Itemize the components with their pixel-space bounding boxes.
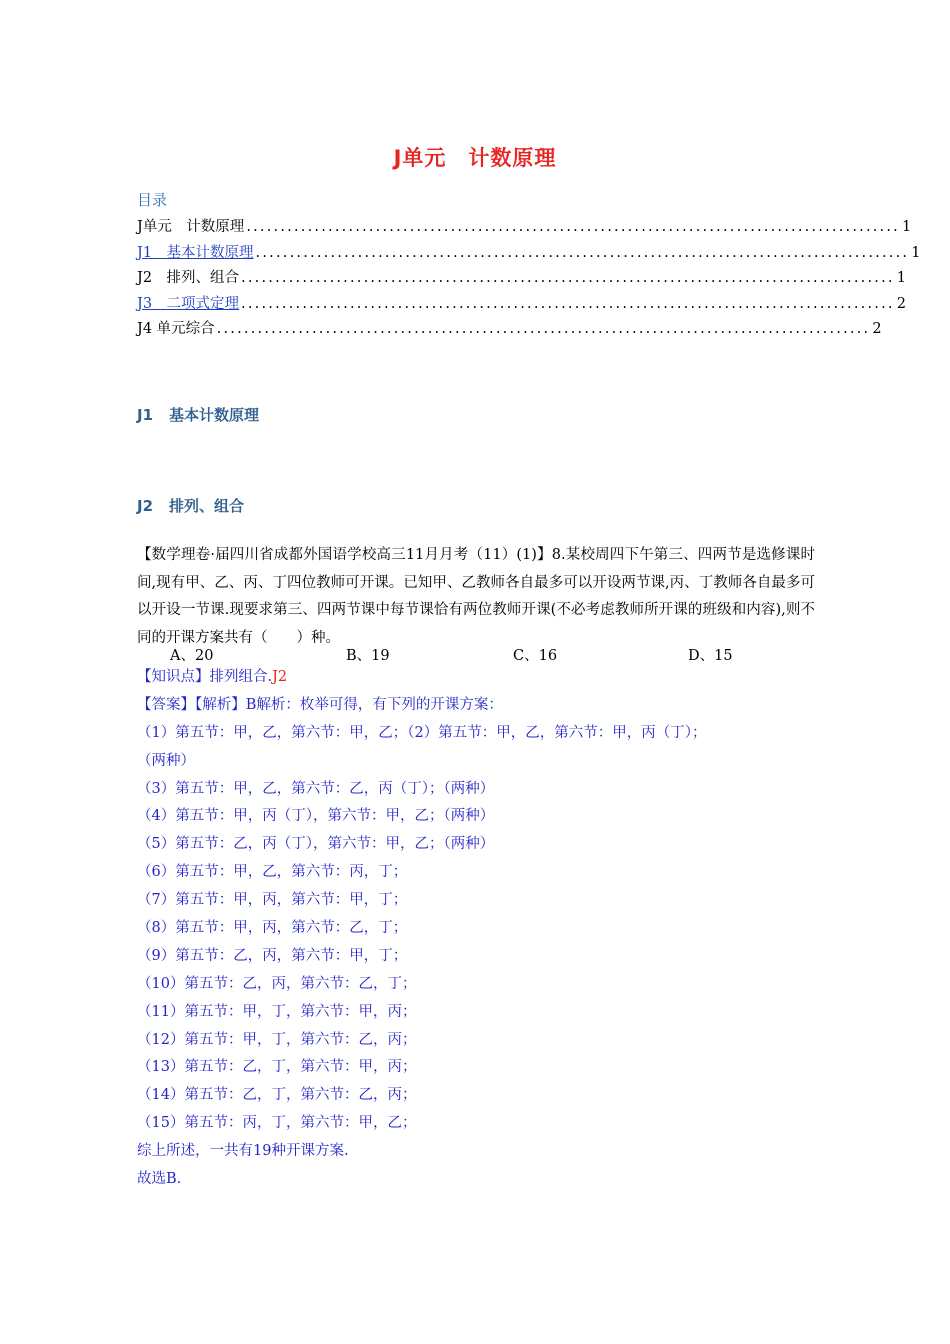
answer-line: （10）第五节：乙，丙，第六节：乙，丁； (137, 975, 417, 992)
toc-leader-dots: ................................................................................................ (216, 321, 871, 337)
answer-line: （两种） (137, 752, 195, 769)
toc-entry-link[interactable]: J3 二项式定理 (137, 295, 240, 312)
knowledge-point (137, 664, 817, 692)
toc-leader-dots: ................................................................................................ (255, 244, 910, 261)
section-code: J2 (137, 497, 154, 515)
answer-line: （1）第五节：甲，乙，第六节：甲，乙；（2）第五节：甲，乙，第六节：甲，丙（丁）； (137, 724, 707, 741)
toc-leader-dots: ................................................................................................ (246, 219, 900, 235)
toc-entry-label: J单元 计数原理 (137, 219, 245, 235)
knowledge-text: 排列组合. (209, 669, 273, 685)
toc-entry-page: 2 (872, 321, 882, 337)
answer-line: （13）第五节：乙，丁，第六节：甲，丙； (137, 1059, 417, 1076)
section-code: J1 (137, 406, 154, 424)
answer-conclusion: 故选B. (137, 1171, 182, 1188)
toc-entry (137, 215, 912, 241)
toc-entry-label: J4 单元综合 (137, 321, 215, 337)
answer-header (137, 692, 817, 720)
answer-line: （11）第五节：甲，丁，第六节：甲，丙； (137, 1003, 417, 1020)
answer-line: （12）第五节：甲，丁，第六节：乙，丙； (137, 1031, 417, 1048)
answer-line: （3）第五节：甲，乙，第六节：乙，丙（丁）；（两种） (137, 780, 495, 797)
page-title: J单元 计数原理 (393, 146, 557, 170)
answer-line: （8）第五节：甲，丙，第六节：乙，丁； (137, 920, 408, 937)
knowledge-tag: 【知识点】 (137, 669, 210, 685)
solution-block (137, 664, 817, 1194)
section-title: 基本计数原理 (169, 406, 260, 424)
toc-entry-page: 1 (911, 244, 921, 261)
table-of-contents (137, 215, 921, 343)
toc-entry (137, 317, 882, 343)
answer-line: （9）第五节：乙，丙，第六节：甲，丁； (137, 947, 408, 964)
answer-line: （5）第五节：乙，丙（丁），第六节：甲，乙；（两种） (137, 836, 495, 853)
toc-entry (137, 292, 906, 318)
toc-leader-dots: ................................................................................................ (241, 270, 895, 286)
option-a: A、20 (170, 648, 214, 664)
answer-intro: B解析：枚举可得，有下列的开课方案： (245, 696, 503, 713)
section-heading-j1 (137, 404, 259, 425)
answer-line: （14）第五节：乙，丁，第六节：乙，丙； (137, 1087, 417, 1104)
answer-line: （4）第五节：甲，丙（丁），第六节：甲，乙；（两种） (137, 808, 495, 825)
section-heading-j2 (137, 495, 244, 516)
toc-entry (137, 266, 906, 292)
toc-entry-page: 1 (896, 270, 906, 286)
toc-heading: 目录 (137, 191, 168, 209)
knowledge-code: J2 (272, 669, 288, 685)
answer-line: （7）第五节：甲，丙，第六节：甲，丁； (137, 892, 408, 909)
toc-leader-dots: ................................................................................................ (241, 295, 895, 312)
section-title: 排列、组合 (169, 497, 245, 515)
option-b: B、19 (346, 648, 390, 664)
toc-entry-label: J2 排列、组合 (137, 270, 240, 286)
answer-tags: 【答案】【解析】 (137, 696, 246, 713)
question-text: 【数学理卷·届四川省成都外国语学校高三11月月考（11）(1)】8.某校周四下午第三、四两节是选修课时间,现有甲、乙、丙、丁四位教师可开课。已知甲、乙教师各自最多可以开设两节课,丙、丁教师各自最多可以开设一节课.现要求第三、四两节课中每节课恰有两位教师开课(不必考虑教师所开课的班级和内容),则不同的开课方案共有（ ）种。 (137, 547, 815, 646)
option-c: C、16 (513, 648, 558, 664)
answer-line: （6）第五节：甲，乙，第六节：丙，丁； (137, 864, 408, 881)
answer-summary: 综上所述，一共有19种开课方案. (137, 1143, 349, 1160)
toc-entry-link[interactable]: J1 基本计数原理 (137, 244, 254, 261)
answer-line: （15）第五节：丙，丁，第六节：甲，乙； (137, 1115, 417, 1132)
toc-entry (137, 241, 921, 267)
toc-entry-page: 1 (902, 219, 912, 235)
option-d: D、15 (688, 648, 733, 664)
toc-entry-page: 2 (896, 295, 906, 312)
